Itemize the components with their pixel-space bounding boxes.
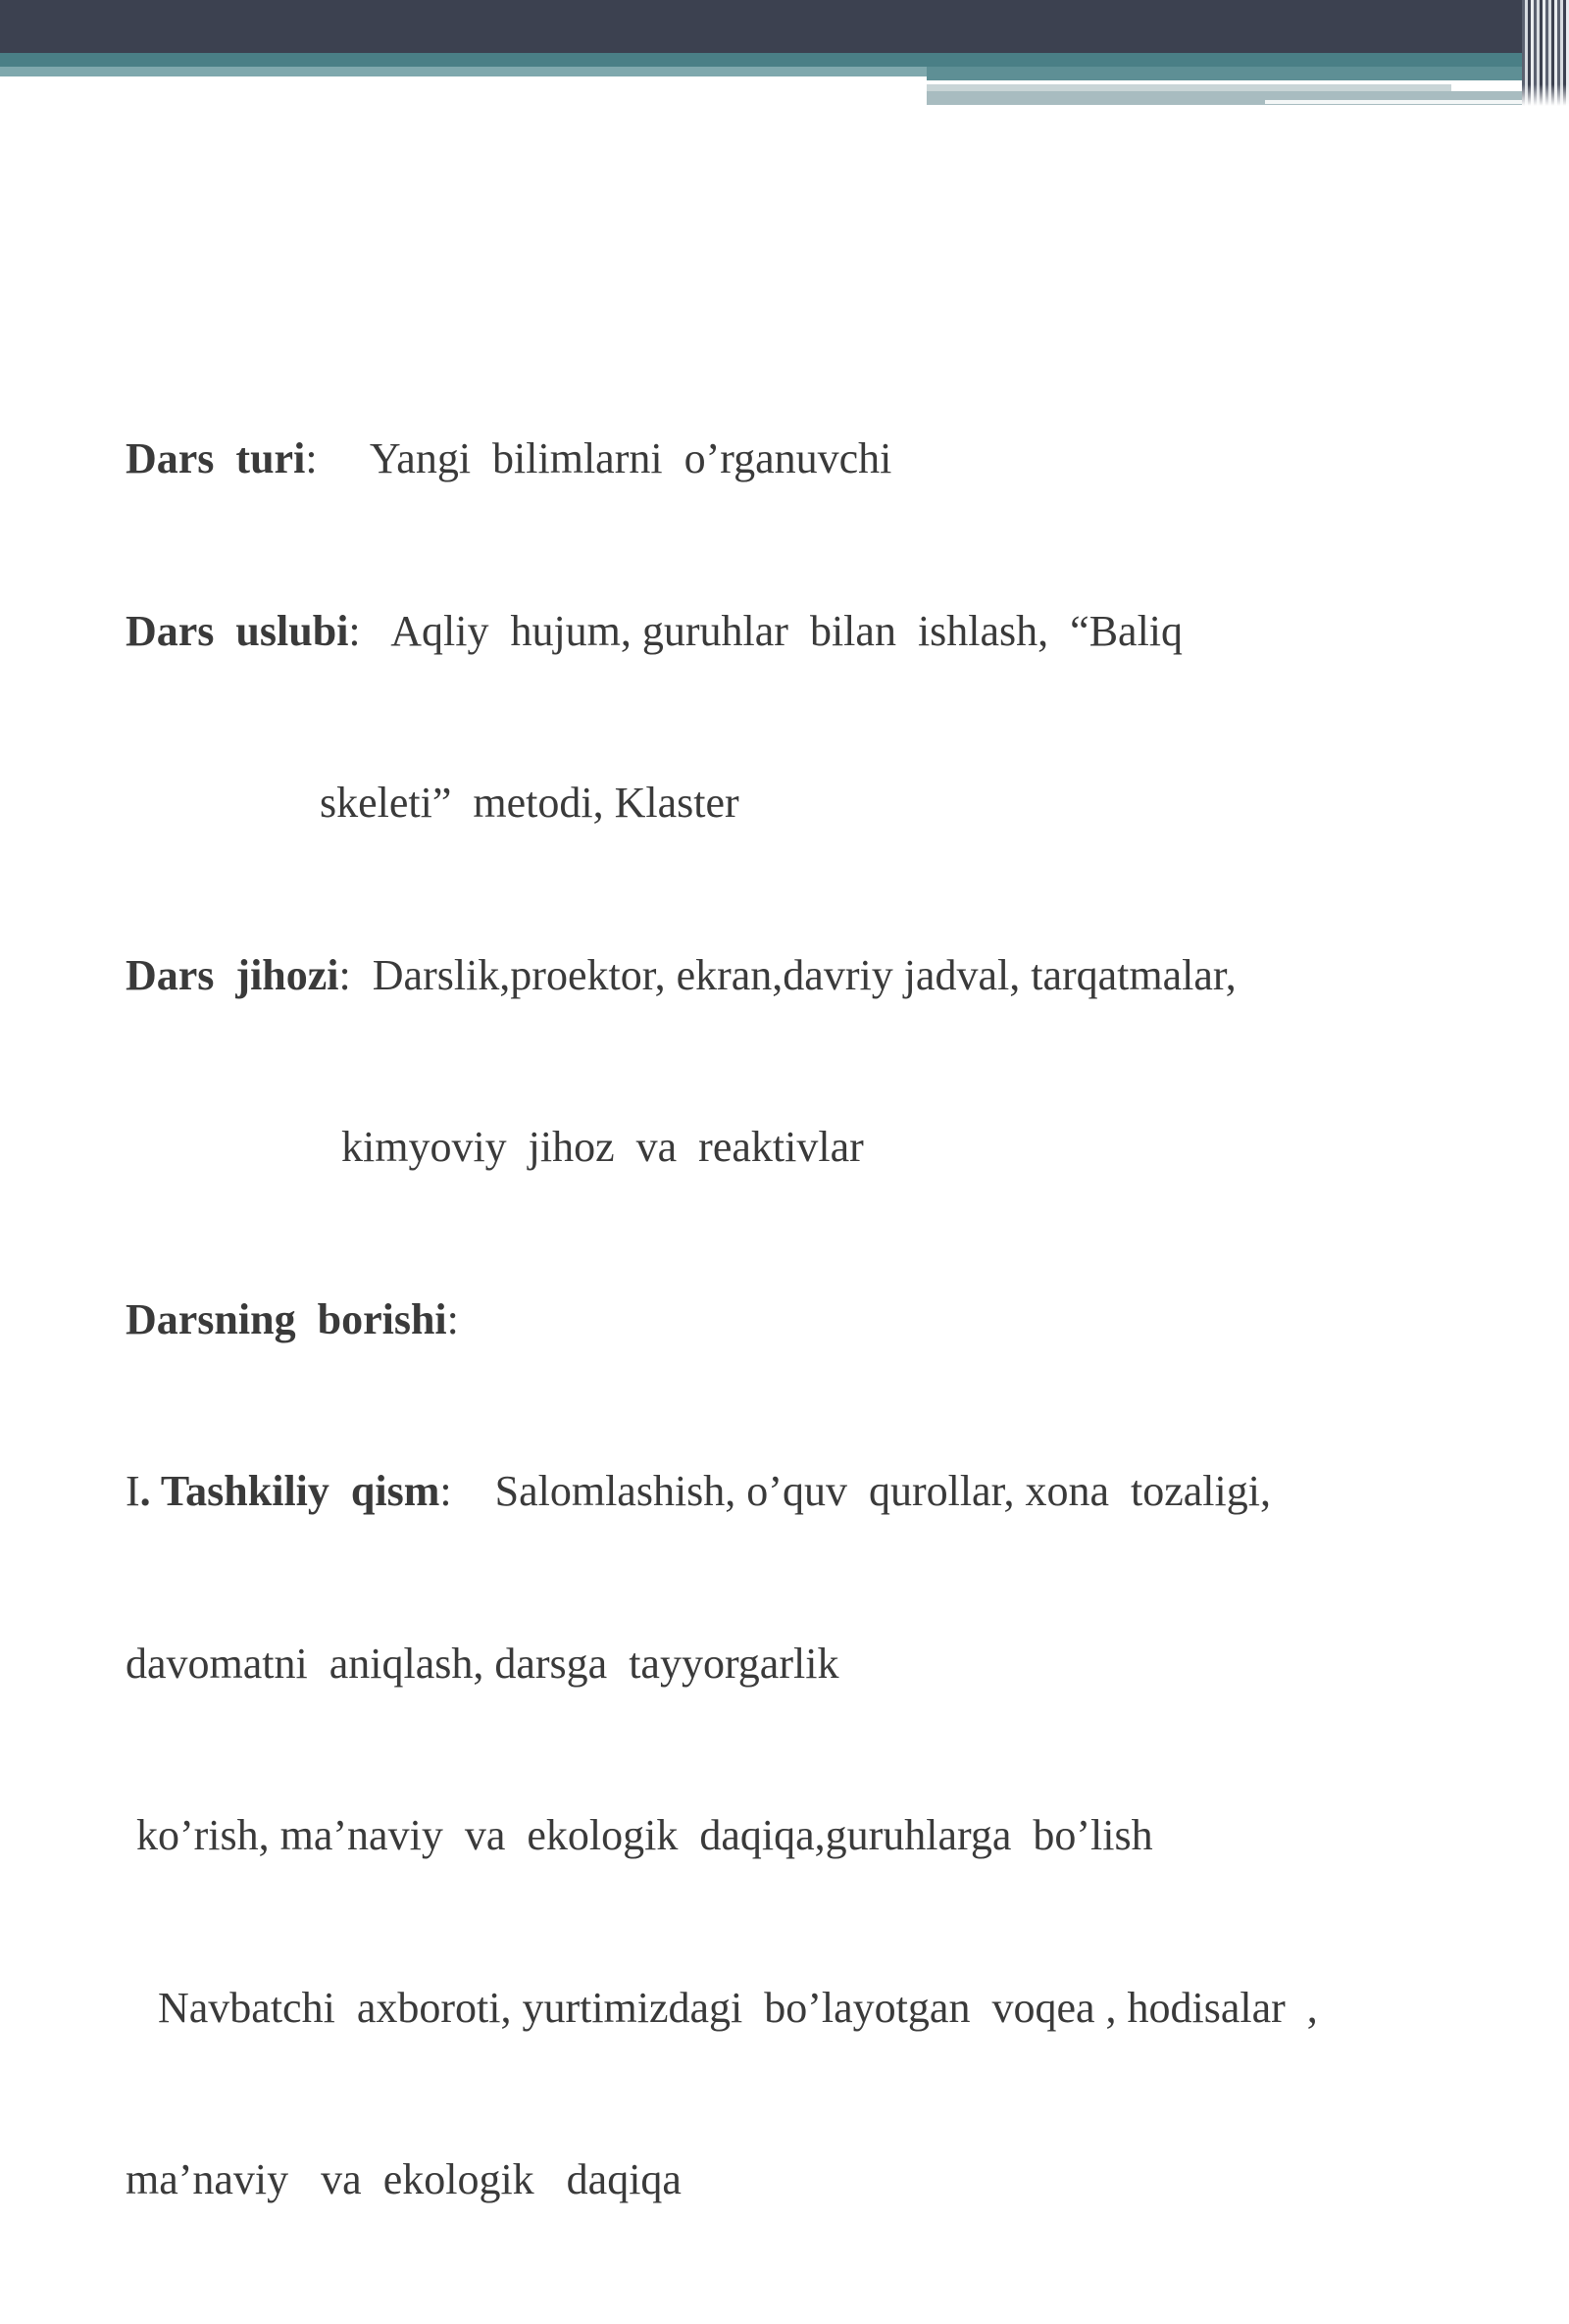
dars-turi-value: Yangi bilimlarni o’rganuvchi bbox=[317, 434, 892, 482]
tashkiliy-qism-value: Salomlashish, o’quv qurollar, xona tozaligi, bbox=[451, 1467, 1271, 1515]
line-body-2 bbox=[126, 1807, 1498, 1865]
dars-jihozi-label: Dars jihozi bbox=[126, 950, 339, 999]
line-dars-uslubi bbox=[126, 603, 1498, 661]
dars-uslubi-colon: : bbox=[348, 606, 361, 655]
body-text-3: Navbatchi axboroti, yurtimizdagi bo’layotgan voqea , hodisalar , bbox=[126, 1983, 1318, 2032]
line-tashkiliy-qism bbox=[126, 1463, 1498, 1521]
header-highlight-line bbox=[1265, 100, 1540, 104]
body-text-4: ma’naviy va ekologik daqiqa bbox=[126, 2155, 682, 2203]
tashkiliy-qism-numeral: I bbox=[126, 1467, 140, 1515]
line-body-1 bbox=[126, 1636, 1498, 1693]
dars-turi-label: Dars turi bbox=[126, 434, 306, 482]
header-band-grey bbox=[927, 84, 1451, 91]
header-band-light-teal bbox=[0, 67, 927, 76]
line-dars-uslubi-cont bbox=[126, 775, 1498, 833]
dars-uslubi-label: Dars uslubi bbox=[126, 606, 349, 655]
header-band-teal bbox=[0, 53, 1530, 67]
dars-turi-colon: : bbox=[305, 434, 318, 482]
dars-jihozi-value: Darslik,proektor, ekran,davriy jadval, tarqatmalar, bbox=[350, 950, 1237, 999]
darsning-borishi-colon: : bbox=[446, 1294, 459, 1343]
tashkiliy-qism-colon: : bbox=[439, 1467, 452, 1515]
darsning-borishi-label: Darsning borishi bbox=[126, 1294, 447, 1343]
header-stripes-fade bbox=[1522, 84, 1569, 106]
lesson-plan-text bbox=[126, 316, 1498, 2324]
body-text-1: davomatni aniqlash, darsga tayyorgarlik bbox=[126, 1639, 839, 1688]
line-dars-jihozi bbox=[126, 947, 1498, 1005]
line-darsning-borishi bbox=[126, 1291, 1498, 1349]
dars-jihozi-colon: : bbox=[338, 950, 351, 999]
dars-jihozi-value-cont: kimyoviy jihoz va reaktivlar bbox=[126, 1123, 864, 1171]
line-body-4 bbox=[126, 2151, 1498, 2209]
line-dars-turi bbox=[126, 430, 1498, 488]
header-band-teal-right bbox=[927, 67, 1530, 80]
header-band-dark bbox=[0, 0, 1569, 53]
dars-uslubi-value: Aqliy hujum, guruhlar bilan ishlash, “Baliq bbox=[360, 606, 1184, 655]
dars-uslubi-value-cont: skeleti” metodi, Klaster bbox=[126, 779, 739, 827]
body-text-2: ko’rish, ma’naviy va ekologik daqiqa,guruhlarga bo’lish bbox=[126, 1811, 1153, 1859]
line-body-3 bbox=[126, 1980, 1498, 2038]
tashkiliy-qism-label: . Tashkiliy qism bbox=[139, 1467, 440, 1515]
line-dars-jihozi-cont bbox=[126, 1119, 1498, 1177]
